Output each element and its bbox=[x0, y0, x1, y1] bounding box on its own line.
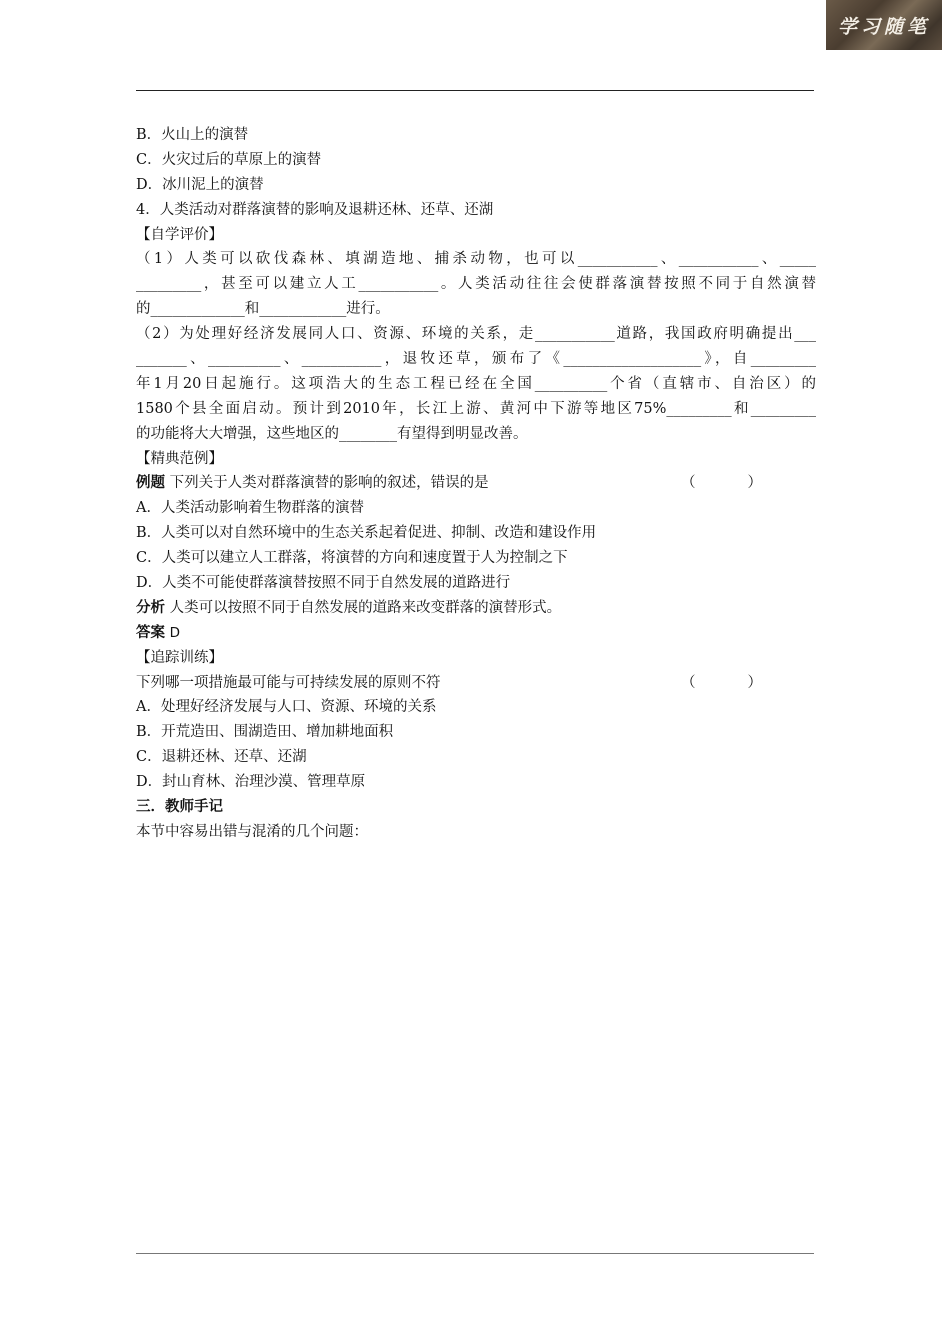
example-answer bbox=[136, 621, 816, 646]
option-d-glacier: D．冰川泥上的演替 bbox=[136, 176, 264, 193]
self-study-q1-line3: 的_____________和____________进行。 bbox=[136, 301, 390, 318]
example-analysis bbox=[136, 596, 816, 621]
self-study-q2-line5: 的功能将大大增强，这些地区的________有望得到明显改善。 bbox=[136, 425, 528, 442]
option-c-grassland: C．火灾过后的草原上的演替 bbox=[136, 151, 322, 168]
example-answer-blank: （ ） bbox=[681, 475, 762, 492]
tracking-option-c: C．退耕还林、还草、还湖 bbox=[136, 749, 307, 766]
self-study-q1-line2: _________，甚至可以建立人工___________。人类活动往往会使群落演替按照不同于自然演替 bbox=[136, 276, 816, 293]
document-body bbox=[136, 123, 816, 845]
example-question-text: 下列关于人类对群落演替的影响的叙述，错误的是 bbox=[169, 475, 489, 492]
header-badge bbox=[826, 0, 942, 50]
header-badge-text: 学习随笔 bbox=[837, 15, 930, 38]
self-study-q1-line1: （1）人类可以砍伐森林、填湖造地、捕杀动物，也可以___________、___________、_____ bbox=[136, 251, 816, 268]
tracking-heading: 【追踪训练】 bbox=[136, 649, 223, 666]
tracking-question-text: 下列哪一项措施最可能与可持续发展的原则不符 bbox=[136, 674, 441, 691]
teacher-notes-text: 本节中容易出错与混淆的几个问题： bbox=[136, 823, 368, 840]
self-study-q2-line4: 1580个县全面启动。预计到2010年，长江上游、黄河中下游等地区75%_________和_________ bbox=[136, 400, 816, 417]
analysis-label: 分析 bbox=[136, 598, 165, 616]
example-option-a: A．人类活动影响着生物群落的演替 bbox=[136, 500, 364, 517]
self-study-q2-line3: 年1月20日起施行。这项浩大的生态工程已经在全国__________个省（直辖市、自治区）的 bbox=[136, 375, 816, 392]
header-rule bbox=[136, 90, 814, 91]
teacher-notes-heading: 三．教师手记 bbox=[136, 798, 223, 816]
self-study-q2-line2: _______、__________、___________，退牧还草，颁布了《___________________》，自_________ bbox=[136, 351, 816, 368]
tracking-option-d: D．封山育林、治理沙漠、管理草原 bbox=[136, 774, 366, 791]
example-question bbox=[136, 471, 816, 496]
tracking-question bbox=[136, 671, 816, 696]
example-section-heading: 【精典范例】 bbox=[136, 450, 223, 467]
tracking-option-a: A．处理好经济发展与人口、资源、环境的关系 bbox=[136, 699, 437, 716]
option-b-volcano: B．火山上的演替 bbox=[136, 127, 249, 143]
tracking-option-b: B．开荒造田、围湖造田、增加耕地面积 bbox=[136, 724, 394, 741]
section-4-heading: 4．人类活动对群落演替的影响及退耕还林、还草、还湖 bbox=[136, 201, 494, 218]
tracking-answer-blank: （ ） bbox=[681, 674, 762, 691]
self-study-q2-line1: （2）为处理好经济发展同人口、资源、环境的关系，走___________道路，我国政府明确提出___ bbox=[136, 326, 816, 343]
self-study-heading: 【自学评价】 bbox=[136, 226, 223, 243]
example-option-c: C．人类可以建立人工群落，将演替的方向和速度置于人为控制之下 bbox=[136, 550, 568, 567]
footer-rule bbox=[136, 1253, 814, 1254]
answer-label: 答案 bbox=[136, 623, 165, 641]
answer-value: D bbox=[169, 624, 181, 641]
example-label: 例题 bbox=[136, 474, 165, 492]
analysis-text: 人类可以按照不同于自然发展的道路来改变群落的演替形式。 bbox=[169, 599, 562, 616]
example-option-b: B．人类可以对自然环境中的生态关系起着促进、抑制、改造和建设作用 bbox=[136, 525, 597, 542]
example-option-d: D．人类不可能使群落演替按照不同于自然发展的道路进行 bbox=[136, 575, 511, 592]
